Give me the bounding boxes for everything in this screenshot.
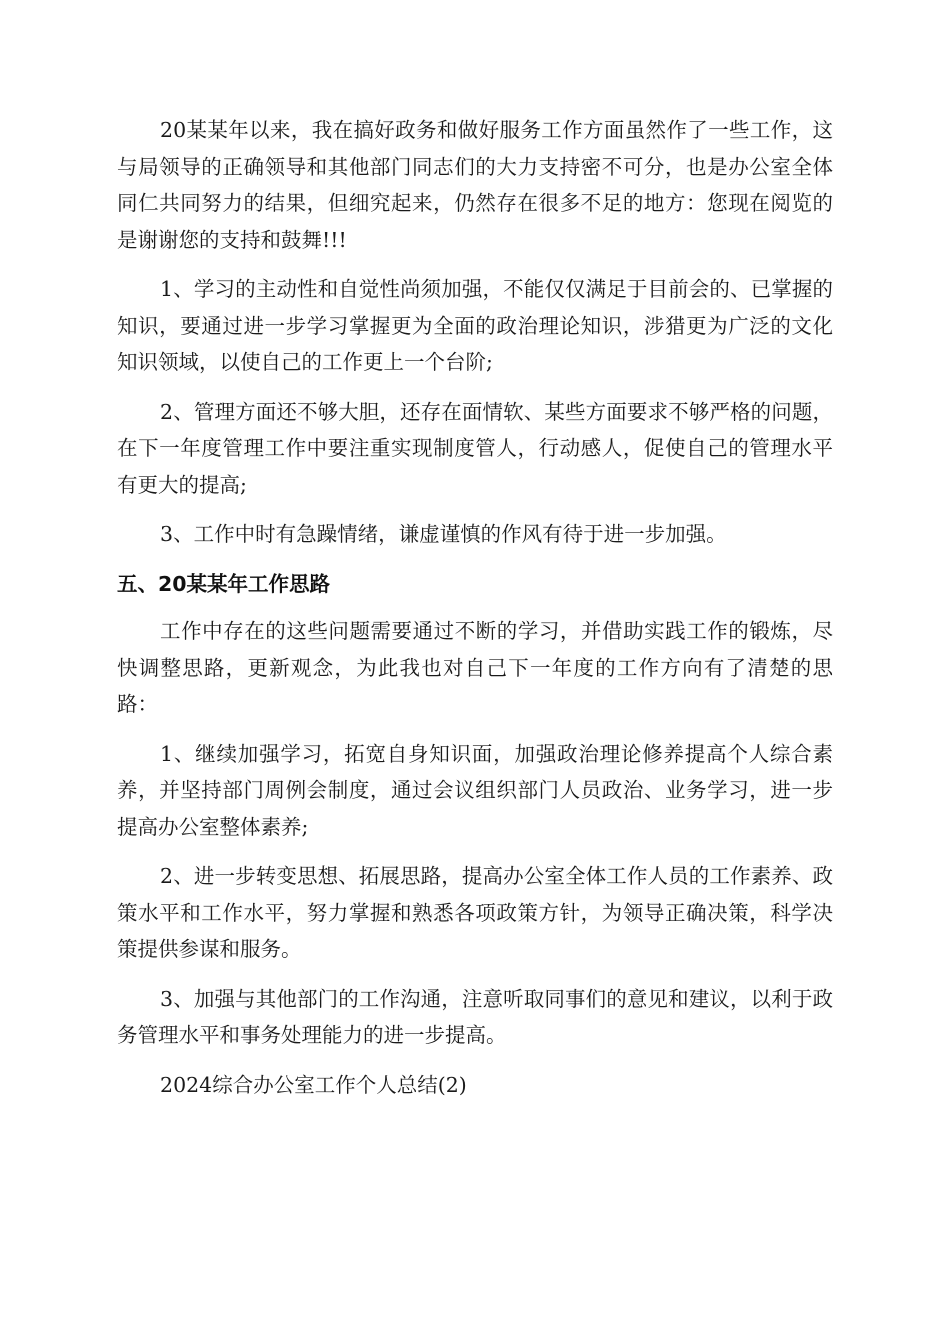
shortcoming-item-3: 3、工作中时有急躁情绪，谦虚谨慎的作风有待于进一步加强。 — [160, 522, 727, 546]
document-body — [117, 112, 833, 1116]
intro-paragraph: 20某某年以来，我在搞好政务和做好服务工作方面虽然作了一些工作，这与局领导的正确领导和其他部门同志们的大力支持密不可分，也是办公室全体同仁共同努力的结果，但细究起来，仍然存在很多不足的地方：您现在阅览的是谢谢您的支持和鼓舞!!! — [117, 118, 833, 252]
plan-item-3: 3、加强与其他部门的工作沟通，注意听取同事们的意见和建议，以利于政务管理水平和事务处理能力的进一步提高。 — [117, 986, 833, 1047]
shortcoming-item-2: 2、管理方面还不够大胆，还存在面情软、某些方面要求不够严格的问题，在下一年度管理工作中要注重实现制度管人，行动感人，促使自己的管理水平有更大的提高; — [117, 399, 833, 497]
next-document-title: 2024综合办公室工作个人总结(2) — [160, 1072, 467, 1097]
plan-item-2: 2、进一步转变思想、拓展思路，提高办公室全体工作人员的工作素养、政策水平和工作水平，努力掌握和熟悉各项政策方针，为领导正确决策，科学决策提供参谋和服务。 — [117, 864, 833, 961]
plan-intro-paragraph: 工作中存在的这些问题需要通过不断的学习，并借助实践工作的锻炼，尽快调整思路，更新观念，为此我也对自己下一年度的工作方向有了清楚的思路： — [117, 619, 833, 716]
section-heading: 五、20某某年工作思路 — [117, 571, 331, 596]
plan-item-1: 1、继续加强学习，拓宽自身知识面，加强政治理论修养提高个人综合素养，并坚持部门周例会制度，通过会议组织部门人员政治、业务学习，进一步提高办公室整体素养; — [117, 741, 833, 839]
shortcoming-item-1: 1、学习的主动性和自觉性尚须加强，不能仅仅满足于目前会的、已掌握的知识，要通过进一步学习掌握更为全面的政治理论知识，涉猎更为广泛的文化知识领域，以使自己的工作更上一个台阶; — [117, 277, 833, 374]
